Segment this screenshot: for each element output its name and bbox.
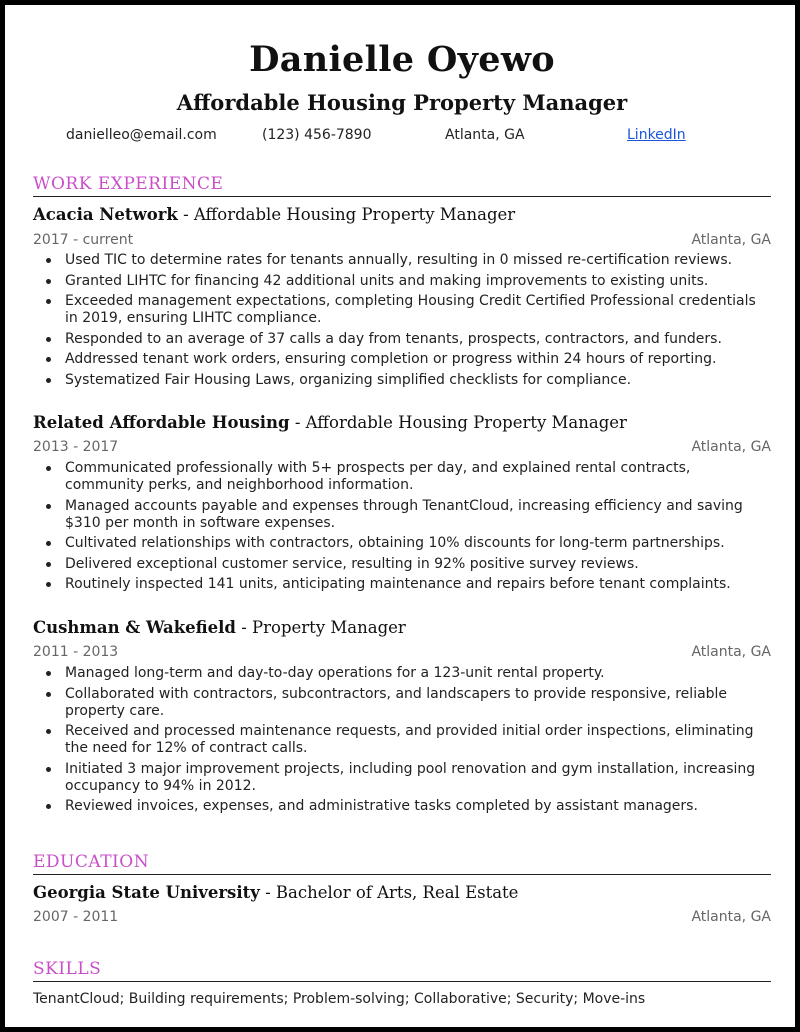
contact-phone: (123) 456-7890	[262, 127, 372, 143]
candidate-title: Affordable Housing Property Manager	[176, 90, 628, 115]
job-location: Atlanta, GA	[691, 232, 771, 248]
list-item: Reviewed invoices, expenses, and administrative tasks completed by assistant managers.	[33, 798, 771, 815]
section-divider	[33, 874, 771, 875]
job-bullets	[33, 665, 771, 819]
job-role: Affordable Housing Property Manager	[305, 413, 627, 432]
list-item: Received and processed maintenance requests, and provided initial order inspections, eliminating the need for 12% of contract calls.	[33, 723, 771, 757]
section-divider	[33, 196, 771, 197]
list-item: Exceeded management expectations, completing Housing Credit Certified Professional credentials in 2019, ensuring LIHTC compliance.	[33, 293, 771, 327]
contact-email[interactable]: danielleo@email.com	[66, 127, 217, 143]
section-heading-skills: SKILLS	[33, 959, 102, 979]
job-dates: 2013 - 2017	[33, 439, 119, 455]
job-separator: -	[294, 413, 301, 432]
job-company: Related Affordable Housing	[33, 413, 290, 432]
list-item: Systematized Fair Housing Laws, organizing simplified checklists for compliance.	[33, 372, 771, 389]
list-item: Delivered exceptional customer service, resulting in 92% positive survey reviews.	[33, 556, 771, 573]
list-item: Routinely inspected 141 units, anticipating maintenance and repairs before tenant complaints.	[33, 576, 771, 593]
list-item: Cultivated relationships with contractors, obtaining 10% discounts for long-term partnerships.	[33, 535, 771, 552]
candidate-name: Danielle Oyewo	[249, 39, 555, 80]
job-role: Property Manager	[252, 618, 406, 637]
list-item: Managed accounts payable and expenses through TenantCloud, increasing efficiency and saving $310 per month in software expenses.	[33, 498, 771, 532]
job-company: Acacia Network	[33, 205, 178, 224]
list-item: Addressed tenant work orders, ensuring completion or progress within 24 hours of reporting.	[33, 351, 771, 368]
job-location: Atlanta, GA	[691, 644, 771, 660]
list-item: Collaborated with contractors, subcontractors, and landscapers to provide responsive, reliable property care.	[33, 686, 771, 720]
list-item: Responded to an average of 37 calls a day from tenants, prospects, contractors, and funders.	[33, 331, 771, 348]
job-location: Atlanta, GA	[691, 439, 771, 455]
education-location: Atlanta, GA	[691, 909, 771, 925]
education-degree: Bachelor of Arts, Real Estate	[275, 883, 519, 902]
list-item: Communicated professionally with 5+ prospects per day, and explained rental contracts, community perks, and neighborhood information.	[33, 460, 771, 494]
list-item: Used TIC to determine rates for tenants annually, resulting in 0 missed re-certification reviews.	[33, 252, 771, 269]
job-meta	[33, 644, 771, 660]
job-dates: 2017 - current	[33, 232, 134, 248]
job-separator: -	[241, 618, 247, 637]
job-role: Affordable Housing Property Manager	[193, 205, 516, 224]
education-meta	[33, 909, 771, 925]
linkedin-link[interactable]: LinkedIn	[627, 127, 686, 143]
list-item: Granted LIHTC for financing 42 additional units and making improvements to existing units.	[33, 273, 771, 290]
list-item: Managed long-term and day-to-day operations for a 123-unit rental property.	[33, 665, 771, 682]
section-divider	[33, 981, 771, 982]
resume-page	[5, 5, 795, 1027]
job-meta	[33, 439, 771, 455]
education-header	[33, 883, 518, 902]
job-company: Cushman & Wakefield	[33, 618, 236, 637]
job-header	[33, 618, 406, 637]
job-header	[33, 205, 515, 224]
education-separator: -	[265, 883, 271, 902]
education-school: Georgia State University	[33, 883, 260, 902]
skills-list: TenantCloud; Building requirements; Problem-solving; Collaborative; Security; Move-ins	[33, 991, 646, 1007]
contact-location: Atlanta, GA	[445, 127, 525, 143]
job-bullets	[33, 460, 771, 597]
list-item: Initiated 3 major improvement projects, including pool renovation and gym installation, increasing occupancy to 94% in 2012.	[33, 761, 771, 795]
education-dates: 2007 - 2011	[33, 909, 119, 925]
job-meta	[33, 232, 771, 248]
job-separator: -	[183, 205, 189, 224]
job-dates: 2011 - 2013	[33, 644, 119, 660]
job-bullets	[33, 252, 771, 392]
job-header	[33, 413, 627, 432]
section-heading-work: WORK EXPERIENCE	[33, 174, 224, 194]
section-heading-education: EDUCATION	[33, 852, 150, 872]
